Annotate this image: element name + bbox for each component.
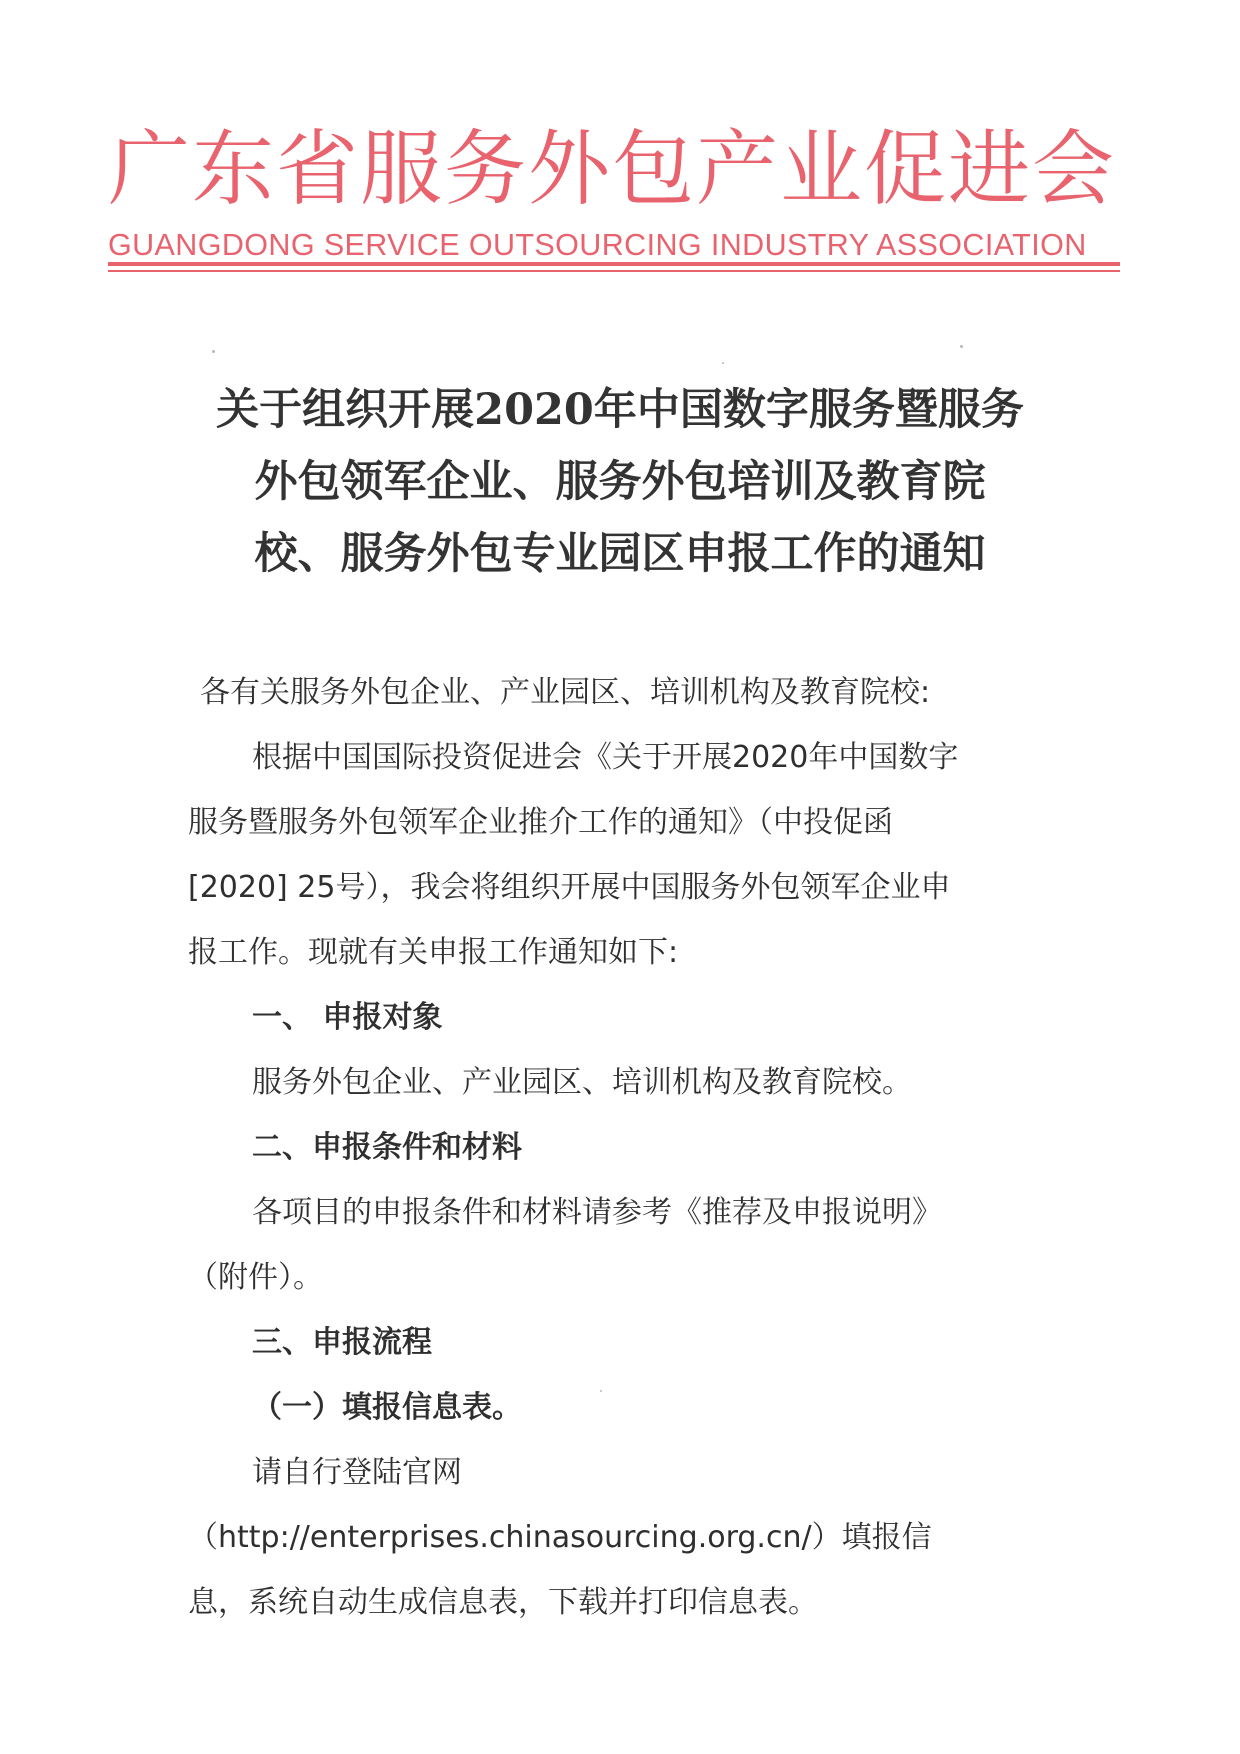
- section-heading-conditions: 二、申报条件和材料: [252, 1130, 522, 1165]
- step-text-fill-form: 息，系统自动生成信息表，下载并打印信息表。: [188, 1585, 818, 1620]
- scan-speck: [212, 350, 215, 353]
- section-text-conditions: （附件）。: [188, 1260, 323, 1295]
- section-text-conditions: 各项目的申报条件和材料请参考《推荐及申报说明》: [252, 1195, 942, 1230]
- letterhead-rule-thin: [108, 270, 1120, 272]
- section-text-applicants: 服务外包企业、产业园区、培训机构及教育院校。: [252, 1065, 912, 1100]
- letterhead: [108, 115, 1120, 263]
- step-heading-fill-form: （一）填报信息表。: [252, 1390, 522, 1425]
- notice-title-line: 关于组织开展2020年中国数字服务暨服务: [216, 385, 1024, 435]
- intro-paragraph-line: 服务暨服务外包领军企业推介工作的通知》（中投促函: [188, 805, 893, 840]
- letterhead-rule-thick: [108, 262, 1120, 266]
- step-text-fill-form: （http://enterprises.chinasourcing.org.cn/）填报信: [188, 1520, 932, 1555]
- intro-paragraph-line: [2020] 25号），我会将组织开展中国服务外包领军企业申: [188, 870, 951, 905]
- salutation: 各有关服务外包企业、产业园区、培训机构及教育院校:: [200, 675, 931, 710]
- step-text-fill-form: 请自行登陆官网: [252, 1455, 462, 1490]
- scan-speck: [960, 345, 963, 348]
- notice-title: [160, 374, 1080, 590]
- organization-name-english: GUANGDONG SERVICE OUTSOURCING INDUSTRY ASSOCIATION: [108, 228, 1087, 262]
- notice-title-line: 校、服务外包专业园区申报工作的通知: [254, 529, 986, 579]
- notice-title-line: 外包领军企业、服务外包培训及教育院: [254, 457, 986, 507]
- scan-speck: [722, 362, 724, 364]
- intro-paragraph-line: 根据中国国际投资促进会《关于开展2020年中国数字: [252, 740, 959, 775]
- scan-speck: [600, 1390, 602, 1392]
- section-heading-applicants: 一、 申报对象: [252, 1000, 443, 1035]
- section-heading-process: 三、申报流程: [252, 1325, 432, 1360]
- intro-paragraph-line: 报工作。现就有关申报工作通知如下:: [188, 935, 679, 970]
- notice-body: [188, 660, 1068, 1635]
- organization-name-chinese: 广东省服务外包产业促进会: [108, 122, 1117, 217]
